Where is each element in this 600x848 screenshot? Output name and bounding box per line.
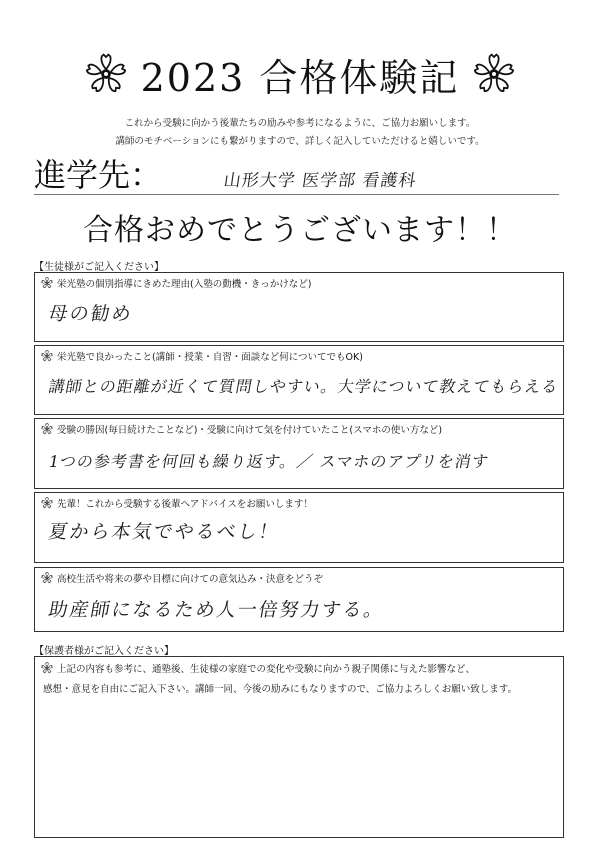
question-row [41,422,442,436]
question-box-2 [34,345,564,415]
congrats-heading: 合格おめでとうございます！！ [83,213,517,248]
sakura-bullet-icon [41,423,53,435]
question-text: 栄光塾の個別指導にきめた理由(入塾の動機・きっかけなど) [57,279,312,290]
sakura-bullet-icon [41,350,53,362]
sakura-bullet-icon [41,662,53,674]
destination-underline [34,194,559,195]
question-text: 高校生活や将来の夢や目標に向けての意気込み・決意をどうぞ [57,574,324,585]
guardian-box [34,656,564,838]
sakura-bullet-icon [41,497,53,509]
question-box-1 [34,272,564,342]
question-box-3 [34,418,564,489]
question-box-4 [34,492,564,563]
intro-line-2: 講師のモチベーションにも繋がりますので、詳しく記入していただけると嬉しいです。 [115,136,485,147]
destination-label: 進学先： [34,156,163,194]
intro-line-1: これから受験に向かう後輩たちの励みや参考になるように、ご協力お願いします。 [124,118,476,129]
answer-text: 夏から本気でやるべし！ [46,521,282,543]
question-box-5 [34,567,564,632]
destination-value: 山形大学 医学部 看護科 [222,171,418,191]
guardian-row [41,661,475,675]
question-text: 栄光塾で良かったこと(講師・授業・自習・面談など何についてでもOK) [57,352,363,363]
sakura-icon [473,53,515,95]
answer-text: 母の勧め [46,303,135,325]
header [0,44,600,104]
sakura-icon [85,53,127,95]
guardian-section-label: 【保護者様がご記入ください】 [34,646,174,657]
answer-text: 助産師になるため人一倍努力する。 [46,599,387,621]
question-row [41,571,323,585]
page-title: 2023 合格体験記 [140,55,460,100]
question-text: 受験の勝因(毎日続けたことなど)・受験に向けて気を付けていたこと(スマホの使い方など) [57,425,443,436]
question-row [41,276,311,290]
question-text: 先輩！これから受験する後輩へアドバイスをお願いします！ [57,499,313,510]
question-row [41,349,363,363]
guardian-instruction-line-2: 感想・意見を自由にご記入下さい。講師一同、今後の励みにもなりますので、ご協力よろしくお願い致します。 [43,684,518,695]
sakura-bullet-icon [41,572,53,584]
answer-text: 1つの参考書を何回も繰り返す。／ スマホのアプリを消す [47,452,491,471]
sakura-bullet-icon [41,277,53,289]
answer-text: 講師との距離が近くて質問しやすい。大学について教えてもらえる [47,377,561,396]
question-row [41,496,313,510]
guardian-instruction-line-1: 上記の内容も参考に、通塾後、生徒様の家庭での変化や受験に向かう親子関係に与えた影響など、 [57,664,476,675]
student-section-label: 【生徒様がご記入ください】 [34,262,164,273]
destination-row [34,150,564,198]
